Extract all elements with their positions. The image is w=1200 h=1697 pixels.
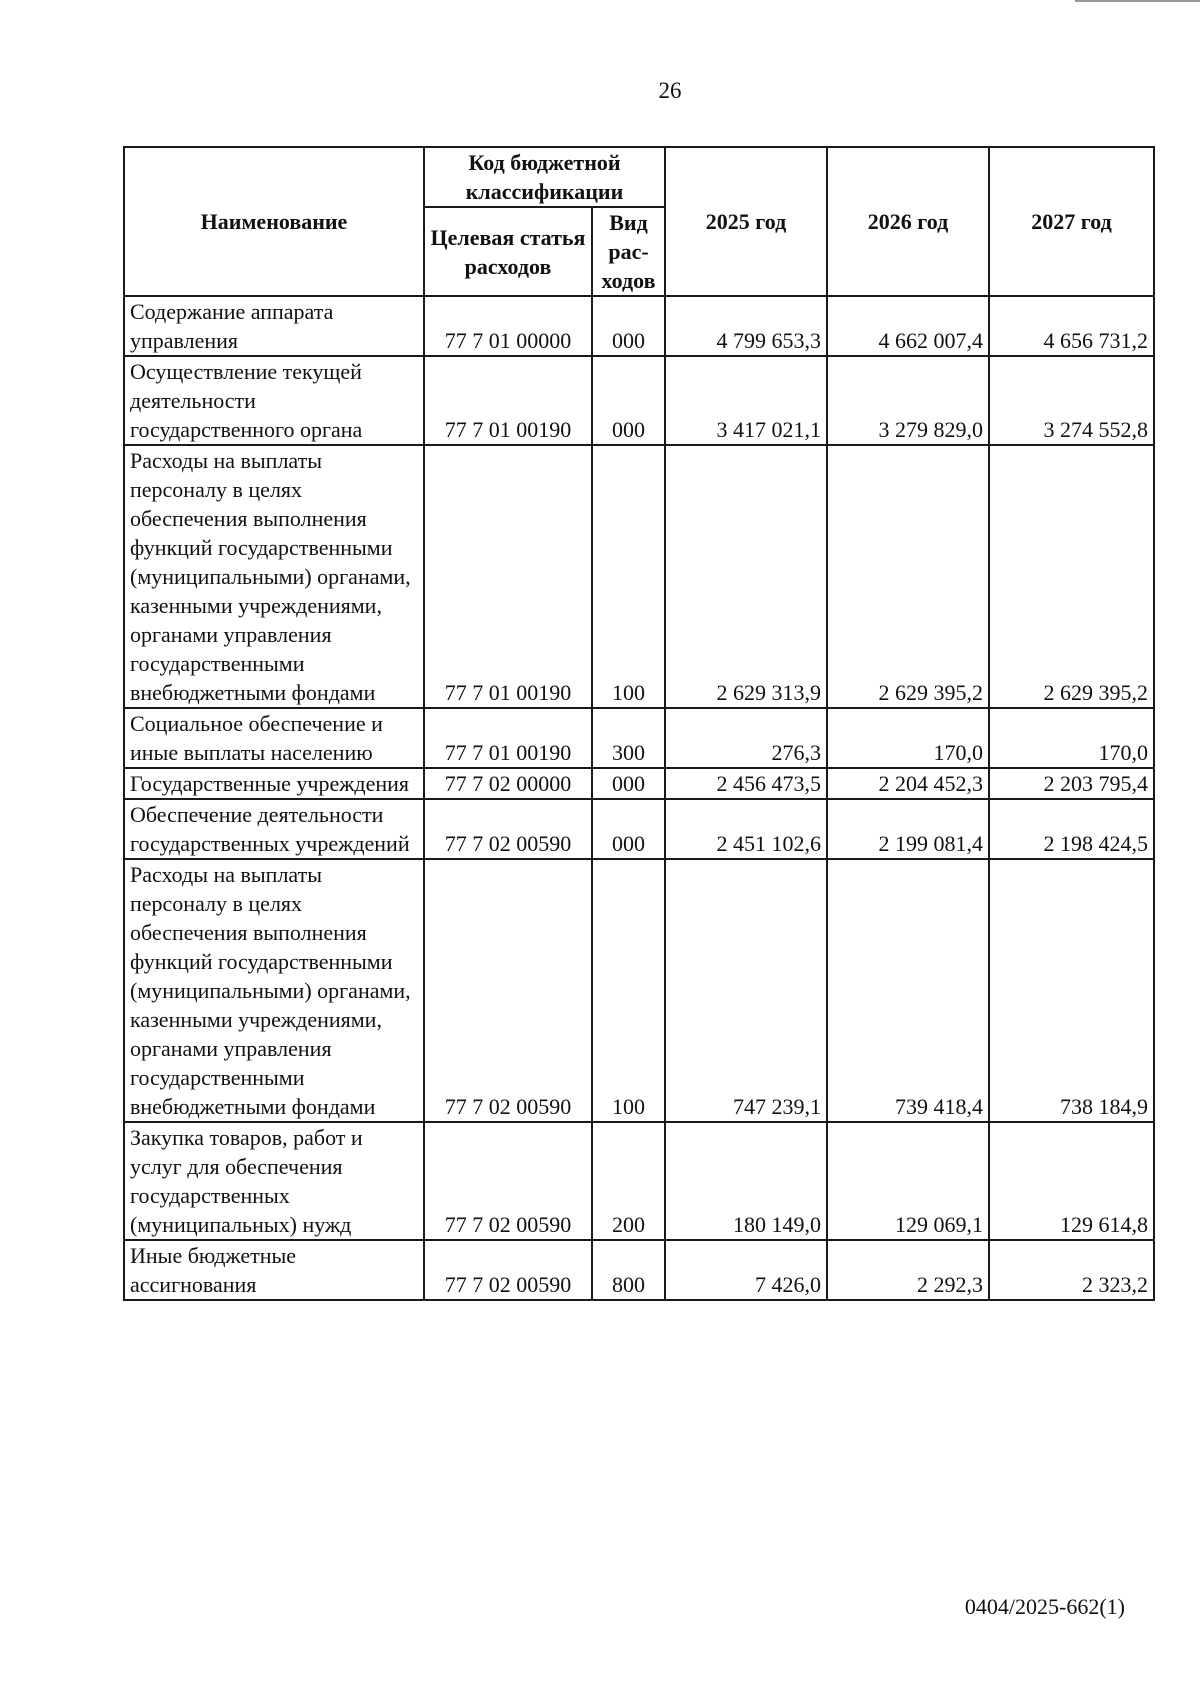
row-value-2025: 180 149,0 bbox=[665, 1122, 827, 1240]
row-value-2026: 2 199 081,4 bbox=[827, 799, 989, 859]
row-value-2025: 7 426,0 bbox=[665, 1240, 827, 1300]
row-value-2027: 3 274 552,8 bbox=[989, 356, 1154, 445]
row-value-2027: 2 203 795,4 bbox=[989, 768, 1154, 799]
header-year-2025: 2025 год bbox=[665, 147, 827, 296]
row-name-cell: Содержание аппарата управления bbox=[124, 296, 424, 356]
row-name-cell: Иные бюджетные ассигнования bbox=[124, 1240, 424, 1300]
table-row bbox=[124, 356, 1154, 445]
row-name-cell: Обеспечение деятельности государственных учреждений bbox=[124, 799, 424, 859]
row-name-cell: Социальное обеспечение и иные выплаты населению bbox=[124, 708, 424, 768]
row-value-2026: 170,0 bbox=[827, 708, 989, 768]
row-target-article-cell: 77 7 01 00190 bbox=[424, 356, 592, 445]
row-value-2027: 4 656 731,2 bbox=[989, 296, 1154, 356]
row-expense-type-cell: 000 bbox=[592, 356, 665, 445]
row-target-article-cell: 77 7 02 00590 bbox=[424, 859, 592, 1122]
row-target-article-cell: 77 7 01 00190 bbox=[424, 708, 592, 768]
table-body bbox=[124, 296, 1154, 1300]
row-value-2027: 170,0 bbox=[989, 708, 1154, 768]
row-value-2026: 2 204 452,3 bbox=[827, 768, 989, 799]
row-value-2026: 2 292,3 bbox=[827, 1240, 989, 1300]
budget-table bbox=[123, 146, 1155, 1301]
top-edge-rule bbox=[1075, 0, 1200, 2]
row-value-2026: 739 418,4 bbox=[827, 859, 989, 1122]
table-row bbox=[124, 768, 1154, 799]
row-expense-type-cell: 000 bbox=[592, 768, 665, 799]
document-registration-code: 0404/2025-662(1) bbox=[964, 1594, 1125, 1619]
header-expense-type: Вид рас-ходов bbox=[592, 207, 665, 296]
row-value-2025: 4 799 653,3 bbox=[665, 296, 827, 356]
table-row bbox=[124, 1240, 1154, 1300]
row-value-2026: 2 629 395,2 bbox=[827, 445, 989, 708]
row-target-article-cell: 77 7 02 00590 bbox=[424, 799, 592, 859]
row-expense-type-cell: 000 bbox=[592, 799, 665, 859]
row-value-2026: 129 069,1 bbox=[827, 1122, 989, 1240]
table-row bbox=[124, 859, 1154, 1122]
row-expense-type-cell: 200 bbox=[592, 1122, 665, 1240]
table-row bbox=[124, 708, 1154, 768]
row-name-cell: Расходы на выплаты персоналу в целях обеспечения выполнения функций государственными (муниципальными) органами, казенными учреждениями, органами управления государственными внебюджетными фондами bbox=[124, 445, 424, 708]
header-name: Наименование bbox=[124, 147, 424, 296]
row-value-2025: 3 417 021,1 bbox=[665, 356, 827, 445]
row-value-2027: 2 629 395,2 bbox=[989, 445, 1154, 708]
row-target-article-cell: 77 7 02 00000 bbox=[424, 768, 592, 799]
header-year-2027: 2027 год bbox=[989, 147, 1154, 296]
row-name-cell: Осуществление текущей деятельности государственного органа bbox=[124, 356, 424, 445]
row-value-2026: 4 662 007,4 bbox=[827, 296, 989, 356]
row-target-article-cell: 77 7 02 00590 bbox=[424, 1240, 592, 1300]
row-target-article-cell: 77 7 01 00000 bbox=[424, 296, 592, 356]
row-expense-type-cell: 000 bbox=[592, 296, 665, 356]
table-header bbox=[124, 147, 1154, 296]
row-value-2026: 3 279 829,0 bbox=[827, 356, 989, 445]
table-row bbox=[124, 1122, 1154, 1240]
row-value-2027: 129 614,8 bbox=[989, 1122, 1154, 1240]
row-target-article-cell: 77 7 02 00590 bbox=[424, 1122, 592, 1240]
row-value-2025: 276,3 bbox=[665, 708, 827, 768]
row-expense-type-cell: 800 bbox=[592, 1240, 665, 1300]
row-value-2027: 2 323,2 bbox=[989, 1240, 1154, 1300]
row-value-2025: 2 456 473,5 bbox=[665, 768, 827, 799]
row-value-2027: 738 184,9 bbox=[989, 859, 1154, 1122]
row-expense-type-cell: 100 bbox=[592, 445, 665, 708]
row-expense-type-cell: 300 bbox=[592, 708, 665, 768]
row-value-2025: 2 451 102,6 bbox=[665, 799, 827, 859]
row-expense-type-cell: 100 bbox=[592, 859, 665, 1122]
row-value-2025: 2 629 313,9 bbox=[665, 445, 827, 708]
table-row bbox=[124, 296, 1154, 356]
row-name-cell: Государственные учреждения bbox=[124, 768, 424, 799]
row-name-cell: Расходы на выплаты персоналу в целях обеспечения выполнения функций государственными (муниципальными) органами, казенными учреждениями, органами управления государственными внебюджетными фондами bbox=[124, 859, 424, 1122]
table-row bbox=[124, 799, 1154, 859]
page-number: 26 bbox=[658, 78, 682, 103]
row-value-2025: 747 239,1 bbox=[665, 859, 827, 1122]
row-target-article-cell: 77 7 01 00190 bbox=[424, 445, 592, 708]
row-value-2027: 2 198 424,5 bbox=[989, 799, 1154, 859]
row-name-cell: Закупка товаров, работ и услуг для обеспечения государственных (муниципальных) нужд bbox=[124, 1122, 424, 1240]
header-target-article: Целевая статья расходов bbox=[424, 207, 592, 296]
header-bcc-group: Код бюджетной классификации bbox=[424, 147, 665, 207]
table-row bbox=[124, 445, 1154, 708]
header-year-2026: 2026 год bbox=[827, 147, 989, 296]
